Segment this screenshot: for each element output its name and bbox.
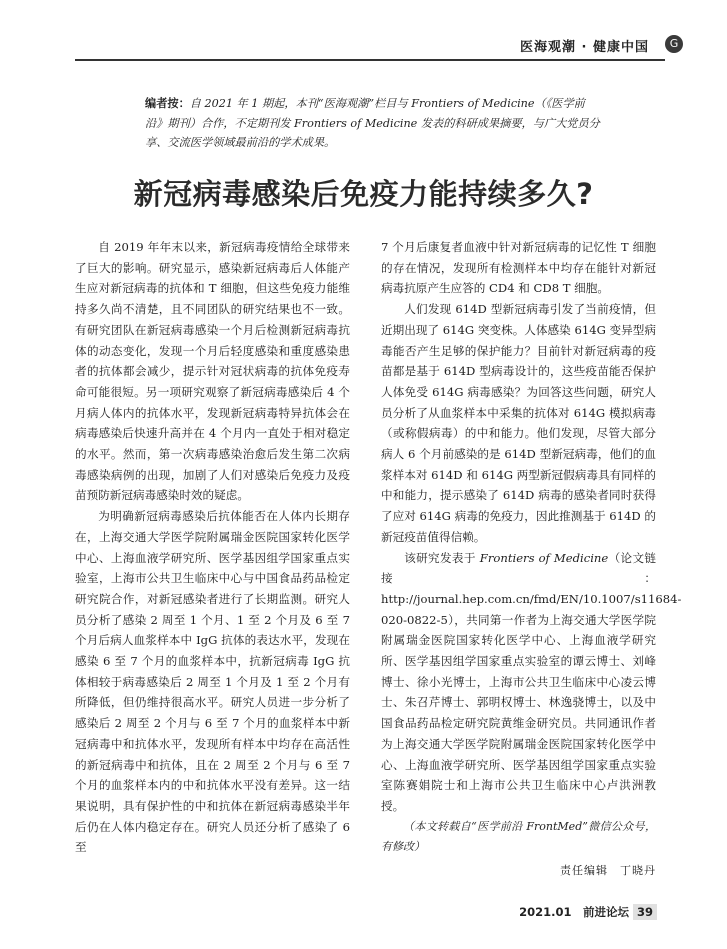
left-column <box>75 237 350 858</box>
body-paragraph-continuation: 7 个月后康复者血液中针对新冠病毒的记忆性 T 细胞的存在情况，发现所有检测样本中均存在能针对新冠病毒抗原产生应答的 CD4 和 CD8 T 细胞。 <box>381 240 656 296</box>
editor-note-label: 编者按： <box>145 96 190 110</box>
page-number: 39 <box>633 904 657 920</box>
body-paragraph-3: 人们发现 614D 型新冠病毒引发了当前疫情，但近期出现了 614G 突变株。人体感染 614G 变异型病毒能否产生足够的保护能力？目前针对新冠病毒的疫苗都是基于 614D 型病毒设计的，这些疫苗能否保护人体免受 614G 病毒感染？为回答这些问题，研究人员分析了从血浆样本中采集的抗体对 614G 模拟病毒（或称假病毒）的中和能力。他们发现，尽管大部分病人 6 个月前感染的是 614D 型新冠病毒，他们的血浆样本对 614D 和 614G 两型新冠假病毒具有同样的中和能力，提示感染了 614D 病毒的感染者同时获得了应对 614G 病毒的免疫力，因此推测基于 614D 的新冠疫苗值得信赖。 <box>381 302 656 544</box>
page-header <box>0 32 727 60</box>
body-paragraph-1: 自 2019 年年末以来，新冠病毒疫情给全球带来了巨大的影响。研究显示，感染新冠病毒后人体能产生应对新冠病毒的抗体和 T 细胞，但这些免疫力能维持多久尚不清楚，且不同团队的研究结果也不一致。有研究团队在新冠病毒感染一个月后检测新冠病毒抗体的动态变化，发现一个月后轻度感染和重度感染患者的抗体都会减少，提示针对冠状病毒的抗体免疫寿命可能很短。另一项研究观察了新冠病毒感染后 4 个月病人体内的抗体水平，发现新冠病毒特异抗体会在病毒感染后快速升高并在 4 个月内一直处于相对稳定的水平。然而，第一次病毒感染治愈后发生第二次病毒感染病例的出现，加剧了人们对感染后免疫力及疫苗预防新冠病毒感染时效的疑虑。 <box>75 240 350 503</box>
body-paragraph-4 <box>381 548 682 817</box>
publication-prefix: 该研究发表于 <box>404 550 480 565</box>
editor-note <box>145 94 600 153</box>
header-rule <box>75 59 665 61</box>
editor-note-text: 自 2021 年 1 期起，本刊“医海观潮”栏目与 Frontiers of Medicine（《医学前沿》期刊）合作，不定期刊发 Frontiers of Medicine 发表的科研成果摘要，与广大党员分享、交流医学领域最前沿的学术成果。 <box>145 97 600 149</box>
right-column <box>381 237 682 858</box>
page-footer <box>519 904 657 920</box>
body-paragraph-2: 为明确新冠病毒感染后抗体能否在人体内长期存在，上海交通大学医学院附属瑞金医院国家转化医学中心、上海血液学研究所、医学基因组学国家重点实验室，上海市公共卫生临床中心与中国食品药品检定研究院合作，对新冠感染者进行了长期监测。研究人员分析了感染 2 周至 1 个月、1 至 2 个月及 6 至 7 个月后病人血浆样本中 IgG 抗体的表达水平，发现在感染 6 至 7 个月的血浆样本中，抗新冠病毒 IgG 抗体相较于病毒感染后 2 周至 1 个月及 1 至 2 个月有所降低，但仍维持很高水平。研究人员进一步分析了感染后 2 周至 2 个月与 6 至 7 个月的血浆样本中新冠病毒中和抗体水平，发现所有样本中均存在高活性的新冠病毒中和抗体，且在 2 周至 2 个月与 6 至 7 个月的血浆样本内的中和抗体水平没有差异。这一结果说明，具有保护性的中和抗体在新冠病毒感染半年后仍在人体内稳定存在。研究人员还分析了感染了 6 至 <box>75 509 350 855</box>
source-note: （本文转载自“医学前沿 FrontMed”微信公众号，有修改） <box>381 819 656 854</box>
section-title: 医海观潮 · 健康中国 <box>520 40 649 55</box>
responsible-editor: 责任编辑 丁晓丹 <box>560 864 656 877</box>
publication-details: （论文链接：http://journal.hep.com.cn/fmd/EN/10.1007/s11684-020-0822-5），共同第一作者为上海交通大学医学院附属瑞金医院国家转化医学中心、上海血液学研究所、医学基因组学国家重点实验室的谭云博士、刘峰博士、徐小光博士，上海市公共卫生临床中心凌云博士、朱召芹博士、郭明权博士、林逸骁博士，以及中国食品药品检定研究院黄维金研究员。共同通讯作者为上海交通大学医学院附属瑞金医院国家转化医学中心、上海血液学研究所、医学基因组学国家重点实验室陈赛娟院士和上海市公共卫生临床中心卢洪洲教授。 <box>381 550 682 813</box>
column-logo-icon: G <box>665 35 683 53</box>
article-title: 新冠病毒感染后免疫力能持续多久? <box>133 177 594 211</box>
issue-info: 2021.01 前进论坛 <box>519 905 629 919</box>
journal-name: Frontiers of Medicine <box>479 550 609 565</box>
